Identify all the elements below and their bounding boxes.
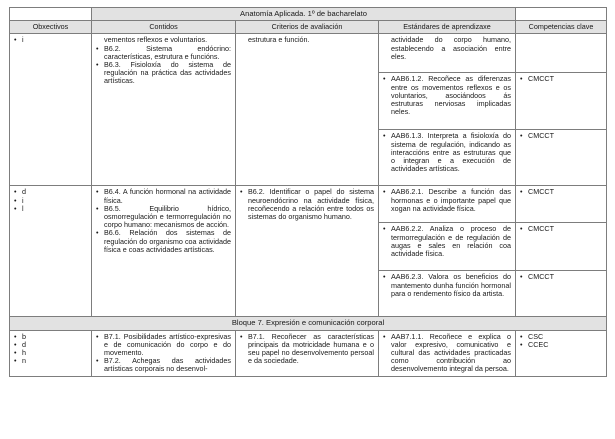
list-item: • AAB6.1.2. Recoñece as diferenzas entre os movementos reflexos e os voluntarios, asociándoos ás estruturas nerviosas implicadas neles. [383,75,511,116]
table-row [10,34,607,73]
table-title: Anatomía Aplicada. 1º de bacharelato [92,8,516,21]
header-criterios: Criterios de avaliación [236,21,379,34]
criterios-cell [236,186,379,317]
contidos-continuation: vementos reflexos e voluntarios. [104,35,208,45]
list-item: • B6.2. Identificar o papel do sistema neuroendócrino na actividade física, recoñecendo a relación entre todos os sistemas do organismo humano. [240,188,374,221]
estandar-cell [379,186,516,223]
list-item: • B7.2. Achegas das actividades artísticas corporais no desenvol- [96,357,231,373]
table-row [10,186,607,223]
contidos-cell [92,330,236,376]
estandar-cell [379,130,516,186]
list-item: • h [14,349,87,357]
criterios-cell [236,34,379,186]
curriculum-table [9,7,607,377]
contidos-cell [92,186,236,317]
list-item: • B7.1. Posibilidades artístico-expresivas e de comunicación do corpo e do movemento. [96,333,231,358]
list-item: • l [14,205,87,213]
criterios-continuation: estrutura e función. [248,35,310,45]
estandar-cell [379,271,516,317]
list-item: • n [14,357,87,365]
list-item: • B6.4. A función hormonal na actividade física. [96,188,231,204]
list-item: • B6.2. Sistema endócrino: características, estrutura e funcións. [96,45,231,61]
list-item: • B6.3. Fisioloxía do sistema de regulación na práctica das actividades artísticas. [96,61,231,86]
competencia-cell [516,271,607,317]
obxectivos-cell [10,186,92,317]
block-7-title: Bloque 7. Expresión e comunicación corporal [10,317,607,330]
list-item: • CMCCT [520,188,602,196]
header-obxectivos: Obxectivos [10,21,92,34]
column-header-row [10,21,607,34]
list-item: • B6.6. Relación dos sistemas de regulación do organismo coa actividade física e coas actividades artísticas. [96,229,231,254]
header-contidos: Contidos [92,21,236,34]
estandar-cell [379,34,516,73]
competencia-cell [516,130,607,186]
competencia-cell [516,223,607,271]
list-item: • AAB7.1.1. Recoñece e explica o valor expresivo, comunicativo e cultural das actividades practicadas como contribución ao desenvolvemento integral da persoa. [383,333,511,374]
list-item: • CSC [520,333,602,341]
list-item: • CCEC [520,341,602,349]
list-item: • CMCCT [520,132,602,140]
list-item: • b [14,333,87,341]
table-row [10,330,607,376]
list-item: • d [14,341,87,349]
competencia-cell [516,34,607,73]
list-item: • CMCCT [520,75,602,83]
obxectivos-cell [10,330,92,376]
list-item: • B6.5. Equilibrio hídrico, osmorregulación e termorregulación no corpo humano: mecanismos de acción. [96,205,231,230]
list-item: • CMCCT [520,273,602,281]
header-estandares: Estándares de aprendizaxe [379,21,516,34]
estandar-continuation: actividade do corpo humano, establecendo a asociación entre eles. [391,35,512,61]
competencia-cell [516,186,607,223]
header-competencias: Competencias clave [516,21,607,34]
list-item: • AAB6.1.3. Interpreta a fisioloxía do sistema de regulación, indicando as interaccións entre as estruturas que o integran e a execución de actividades artísticas. [383,132,511,173]
estandar-cell [379,73,516,130]
contidos-cell [92,34,236,186]
list-item: • AAB6.2.1. Describe a función das hormonas e o importante papel que xogan na actividade física. [383,188,511,213]
obxectivos-cell [10,34,92,186]
list-item: • d [14,188,87,196]
list-item: • AAB6.2.3. Valora os beneficios do mantemento dunha función hormonal para o rendemento físico da artista. [383,273,511,298]
title-spacer [10,8,92,21]
list-item: • i [14,197,87,205]
block-header-row [10,317,607,330]
list-item: • B7.1. Recoñecer as características principais da motricidade humana e o seu papel no desenvolvemento persoal e da sociedade. [240,333,374,366]
estandar-cell [379,330,516,376]
competencia-cell [516,330,607,376]
list-item: • CMCCT [520,225,602,233]
title-row [10,8,607,21]
criterios-cell [236,330,379,376]
list-item: • AAB6.2.2. Analiza o proceso de termorregulación e de regulación de augas e sales en relación coa actividade física. [383,225,511,258]
list-item: • i [14,36,87,44]
title-spacer-right [516,8,607,21]
competencia-cell [516,73,607,130]
estandar-cell [379,223,516,271]
